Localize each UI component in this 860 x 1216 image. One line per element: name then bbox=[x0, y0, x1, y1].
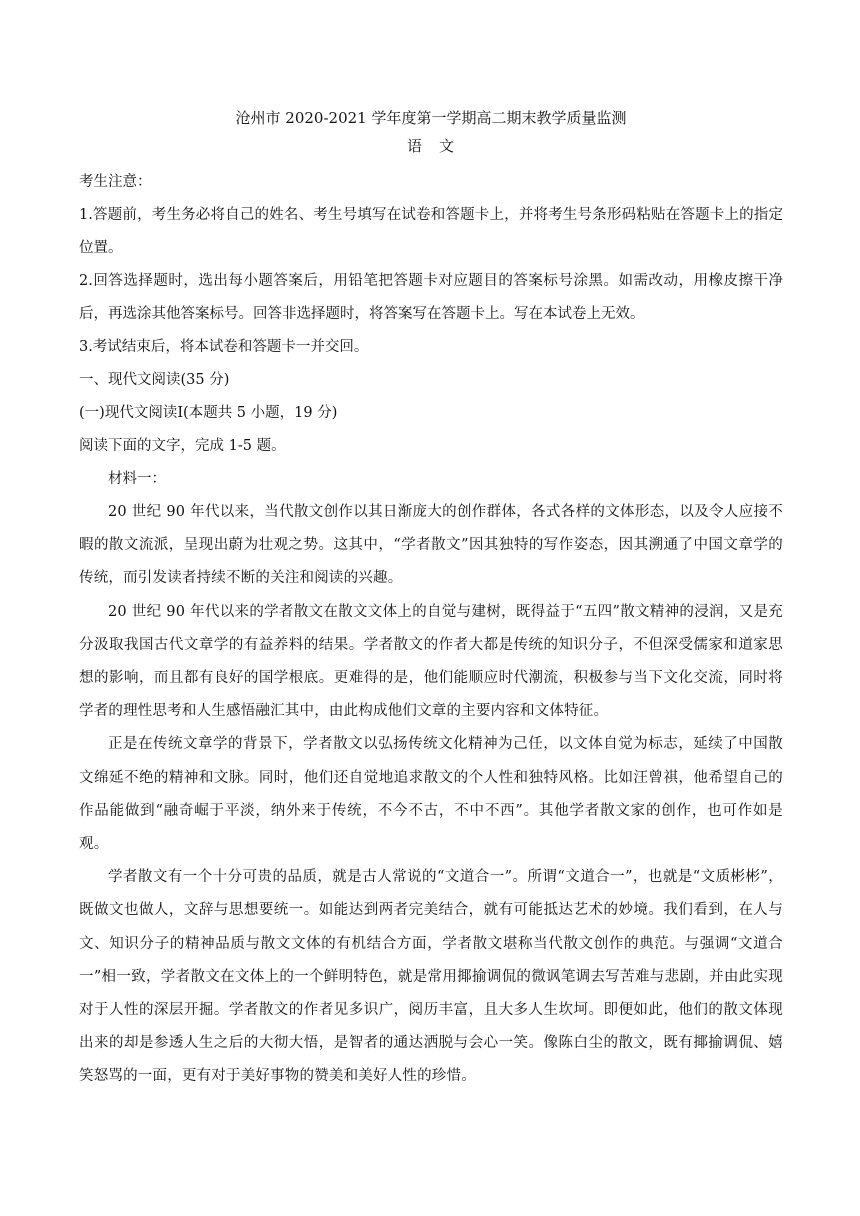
passage-paragraph: 20 世纪 90 年代以来，当代散文创作以其日渐庞大的创作群体，各式各样的文体形态，以及令人应接不暇的散文流派，呈现出蔚为壮观之势。这其中，“学者散文”因其独特的写作姿态，因其溯通了中国文章学的传统，而引发读者持续不断的关注和阅读的兴趣。 bbox=[79, 504, 783, 587]
passage-paragraph: 20 世纪 90 年代以来的学者散文在散文文体上的自觉与建树，既得益于“五四”散文精神的浸润，又是充分汲取我国古代文章学的有益养料的结果。学者散文的作者大都是传统的知识分子，不但深受儒家和道家思想的影响，而且都有良好的国学根底。更难得的是，他们能顺应时代潮流，积极参与当下文化交流，同时将学者的理性思考和人生感悟融汇其中，由此构成他们文章的主要内容和文体特征。 bbox=[79, 603, 783, 720]
notice-item-1: 1.答题前，考生务必将自己的姓名、考生号填写在试卷和答题卡上，并将考生号条形码粘贴在答题卡上的指定位置。 bbox=[79, 207, 783, 256]
subject-title: 语 文 bbox=[406, 137, 455, 155]
notice-item-3: 3.考试结束后，将本试卷和答题卡一并交回。 bbox=[79, 339, 369, 355]
material-label: 材料一： bbox=[108, 471, 166, 487]
reading-passage bbox=[79, 496, 783, 1094]
passage-paragraph: 学者散文有一个十分可贵的品质，就是古人常说的“文道合一”。所谓“文道合一”，也就是“文质彬彬”，既做文也做人，文辞与思想要统一。如能达到两者完美结合，就有可能抵达艺术的妙境。我们看到，在人与文、知识分子的精神品质与散文文体的有机结合方面，学者散文堪称当代散文创作的典范。与强调“文道合一”相一致，学者散文在文体上的一个鲜明特色，就是常用揶揄调侃的微讽笔调去写苦难与悲剧，并由此实现对于人性的深层开掘。学者散文的作者见多识广，阅历丰富，且大多人生坎坷。即便如此，他们的散文体现出来的却是参透人生之后的大彻大悟，是智者的通达洒脱与会心一笑。像陈白尘的散文，既有揶揄调侃、嬉笑怒骂的一面，更有对于美好事物的赞美和美好人性的珍惜。 bbox=[79, 869, 783, 1085]
passage-paragraph: 正是在传统文章学的背景下，学者散文以弘扬传统文化精神为己任，以文体自觉为标志，延续了中国散文绵延不绝的精神和文脉。同时，他们还自觉地追求散文的个人性和独特风格。比如汪曾祺，他希望自己的作品能做到“融奇崛于平淡，纳外来于传统，不今不古，不中不西”。其他学者散文家的创作，也可作如是观。 bbox=[79, 736, 783, 853]
notice-item-2: 2.回答选择题时，选出每小题答案后，用铅笔把答题卡对应题目的答案标号涂黑。如需改动，用橡皮擦干净后，再选涂其他答案标号。回答非选择题时，将答案写在答题卡上。写在本试卷上无效。 bbox=[79, 273, 783, 322]
notice-heading: 考生注意： bbox=[79, 174, 152, 190]
candidate-notice bbox=[79, 166, 783, 364]
reading-instruction: 阅读下面的文字，完成 1-5 题。 bbox=[79, 438, 286, 454]
exam-title: 沧州市 2020-2021 学年度第一学期高二期末教学质量监测 bbox=[235, 109, 627, 127]
exam-page bbox=[79, 108, 783, 1094]
section-heading: 一、现代文阅读(35 分) bbox=[79, 372, 230, 388]
section-subheading: (一)现代文阅读Ⅰ(本题共 5 小题，19 分) bbox=[79, 405, 338, 421]
